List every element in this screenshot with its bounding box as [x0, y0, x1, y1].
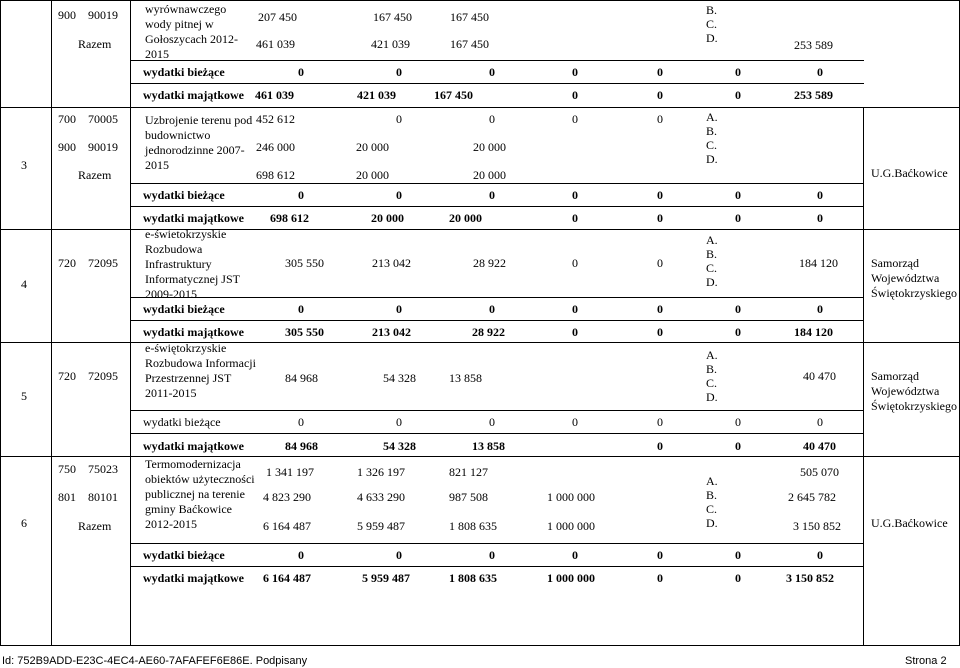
row-number: 3 — [21, 158, 27, 172]
total-value: 40 470 — [803, 369, 836, 383]
total-value: 184 120 — [799, 256, 838, 270]
value: 421 039 — [371, 37, 410, 51]
project-name: Uzbrojenie terenu pod budownictwo jednorodzinne 2007-2015 — [145, 113, 253, 172]
letter-b: B. — [706, 3, 718, 17]
value: 167 450 — [373, 10, 412, 24]
row-number: 4 — [21, 277, 27, 291]
razem-label: Razem — [78, 37, 112, 51]
responsible-unit: U.G.Baćkowice — [871, 166, 948, 180]
division-code: 900 — [58, 8, 76, 22]
responsible-unit: Samorząd Województwa Świętokrzyskiego — [871, 256, 957, 300]
capital-expenses-label: wydatki majątkowe — [143, 88, 244, 102]
letter-c: C. — [706, 17, 718, 31]
row-number: 5 — [21, 389, 27, 403]
project-name: Termomodernizacja obiektów użyteczności publicznej na terenie gminy Baćkowice 2012-2015 — [145, 457, 255, 531]
section-code: 90019 — [88, 8, 118, 22]
document-id: Id: 752B9ADD-E23C-4EC4-AE60-7AFAFEF6E86E. Podpisany — [2, 655, 308, 667]
value: 167 450 — [450, 10, 489, 24]
responsible-unit: U.G.Baćkowice — [871, 516, 948, 530]
project-name: wyrównawczego wody pitnej w Gołoszycach 2012-2015 — [145, 2, 238, 61]
current-expenses-label: wydatki bieżące — [143, 65, 225, 79]
project-name: e-świętokrzyskie Rozbudowa Informacji Przestrzennej JST 2011-2015 — [145, 341, 256, 400]
project-name: e-świetokrzyskie Rozbudowa Infrastruktury Informatycznej JST 2009-2015 — [145, 227, 240, 301]
value: 207 450 — [258, 10, 297, 24]
letter-d: D. — [706, 31, 718, 45]
page-number: Strona 2 — [905, 655, 947, 667]
responsible-unit: Samorząd Województwa Świętokrzyskiego — [871, 369, 957, 413]
value: 461 039 — [256, 37, 295, 51]
value: 167 450 — [450, 37, 489, 51]
row-number: 6 — [21, 516, 27, 530]
total-value: 253 589 — [794, 38, 833, 52]
